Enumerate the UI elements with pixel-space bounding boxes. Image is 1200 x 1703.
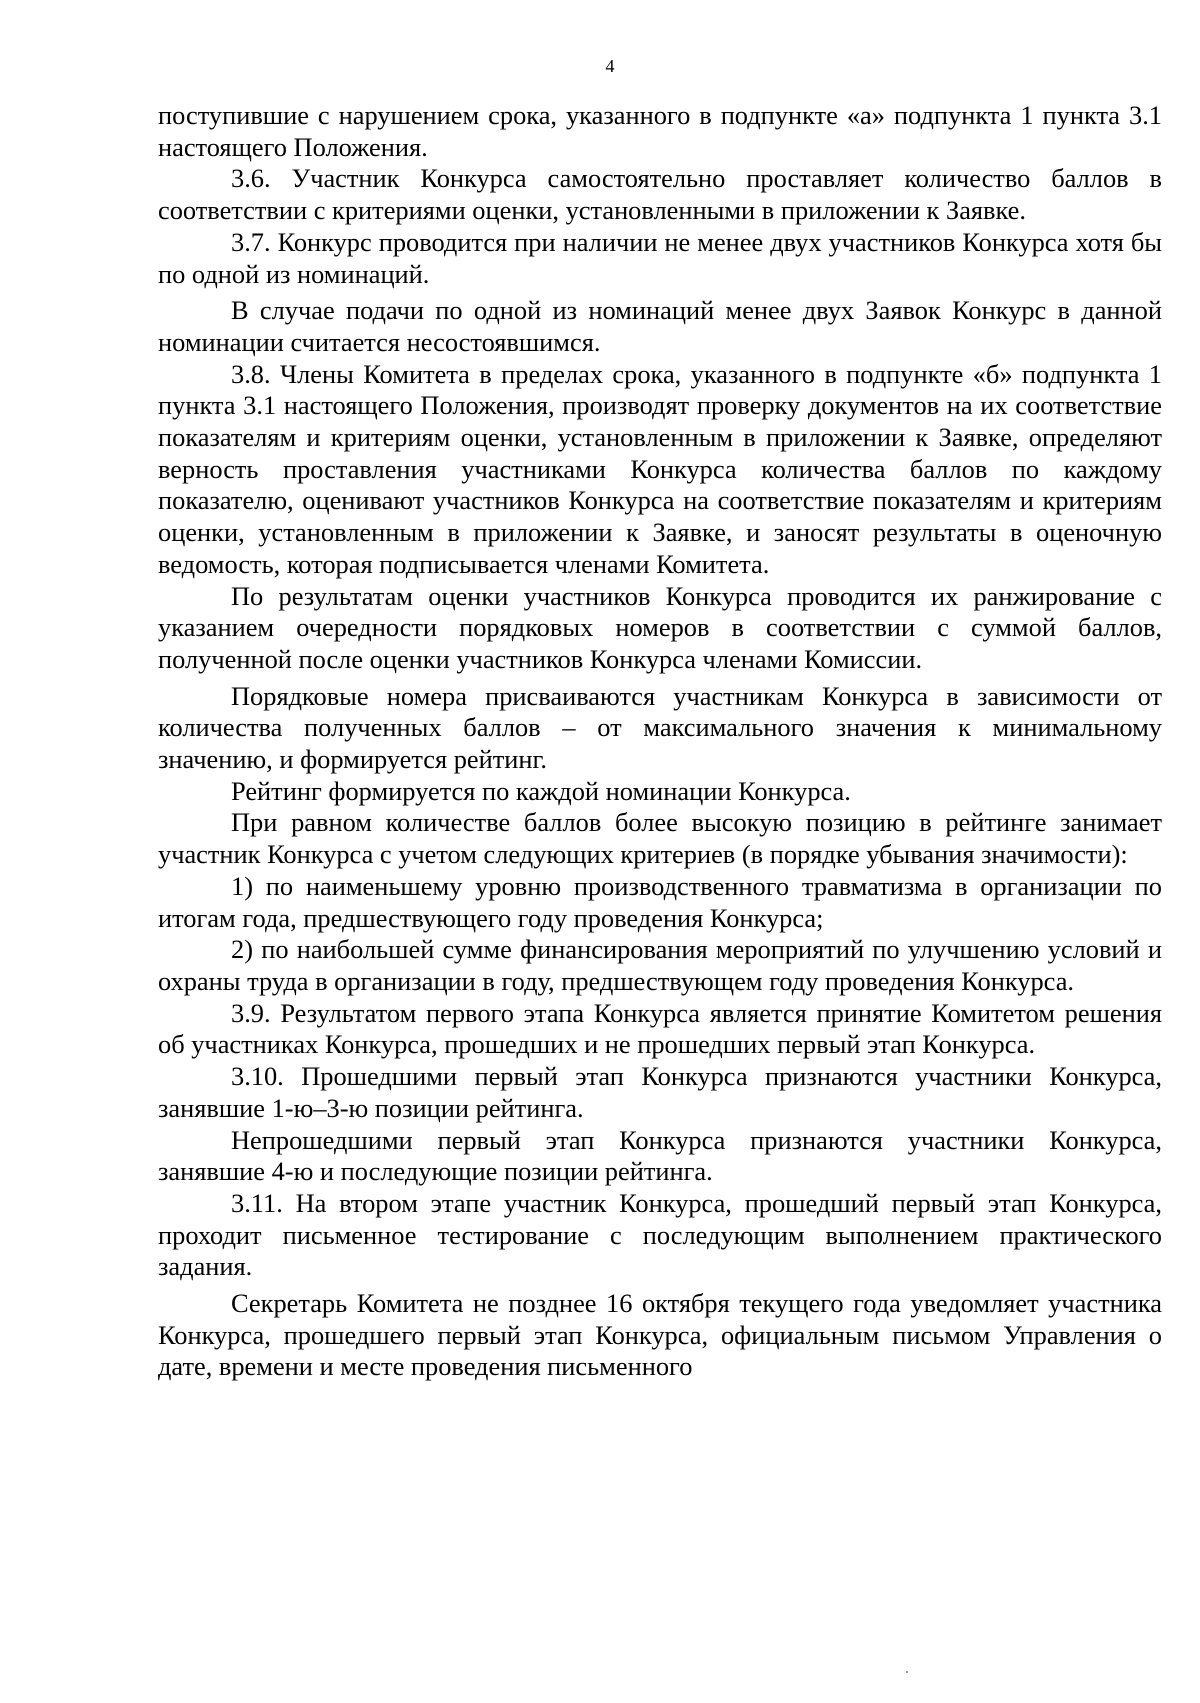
page-number: 4 (605, 56, 615, 76)
paragraph-3-6: 3.6. Участник Конкурса самостоятельно проставляет количество баллов в соответствии с критериями оценки, установленными в приложении к Заявке. (158, 163, 1162, 226)
list-item-1: 1) по наименьшему уровню производственного травматизма в организации по итогам года, предшествующего году проведения Конкурса; (158, 870, 1162, 933)
list-item-2: 2) по наибольшей сумме финансирования мероприятий по улучшению условий и охраны труда в организации в году, предшествующем году проведения Конкурса. (158, 934, 1162, 996)
paragraph-3-8: 3.8. Члены Комитета в пределах срока, указанного в подпункте «б» подпункта 1 пункта 3.1 настоящего Положения, производят проверку документов на их соответствие показателям и критериям оценки, установленным в приложении к Заявке, определяют верность проставления участниками Конкурса количества баллов по каждому показателю, оценивают участников Конкурса на соответствие показателям и критериям оценки, установленным в приложении к Заявке, и заносят результаты в оценочную ведомость, которая подписывается членами Комитета. (158, 358, 1162, 579)
paragraph-3-8-tie: При равном количестве баллов более высокую позицию в рейтинге занимает участник Конкурса с учетом следующих критериев (в порядке убывания значимости): (158, 807, 1162, 870)
paragraph-3-8-numbers: Порядковые номера присваиваются участникам Конкурса в зависимости от количества полученных баллов – от максимального значения к минимальному значению, и формируется рейтинг. (158, 680, 1162, 775)
paragraph-3-11-notice: Секретарь Комитета не позднее 16 октября текущего года уведомляет участника Конкурса, прошедшего первый этап Конкурса, официальным письмом Управления о дате, времени и месте проведения письменного (158, 1288, 1162, 1382)
paragraph-3-9: 3.9. Результатом первого этапа Конкурса является принятие Комитетом решения об участниках Конкурса, прошедших и не прошедших первый этап Конкурса. (158, 997, 1162, 1060)
paragraph-continuation: поступившие с нарушением срока, указанного в подпункте «а» подпункта 1 пункта 3.1 настоящего Положения. (158, 100, 1162, 162)
scan-speck (906, 1671, 908, 1673)
document-body (158, 100, 1162, 1383)
paragraph-3-10-failed: Непрошедшими первый этап Конкурса признаются участники Конкурса, занявшие 4-ю и последующие позиции рейтинга. (158, 1124, 1162, 1187)
paragraph-3-7-no-contest: В случае подачи по одной из номинаций менее двух Заявок Конкурс в данной номинации считается несостоявшимся. (158, 295, 1162, 357)
paragraph-3-8-rating: Рейтинг формируется по каждой номинации Конкурса. (231, 775, 851, 806)
paragraph-3-8-ranking: По результатам оценки участников Конкурса проводится их ранжирование с указанием очередности порядковых номеров в соответствии с суммой баллов, полученной после оценки участников Конкурса членами Комиссии. (158, 580, 1162, 674)
paragraph-3-11: 3.11. На втором этапе участник Конкурса, прошедший первый этап Конкурса, проходит письменное тестирование с последующим выполнением практического задания. (158, 1187, 1162, 1282)
paragraph-3-7: 3.7. Конкурс проводится при наличии не менее двух участников Конкурса хотя бы по одной из номинаций. (158, 226, 1162, 289)
paragraph-3-10: 3.10. Прошедшими первый этап Конкурса признаются участники Конкурса, занявшие 1-ю–3-ю позиции рейтинга. (158, 1061, 1162, 1123)
